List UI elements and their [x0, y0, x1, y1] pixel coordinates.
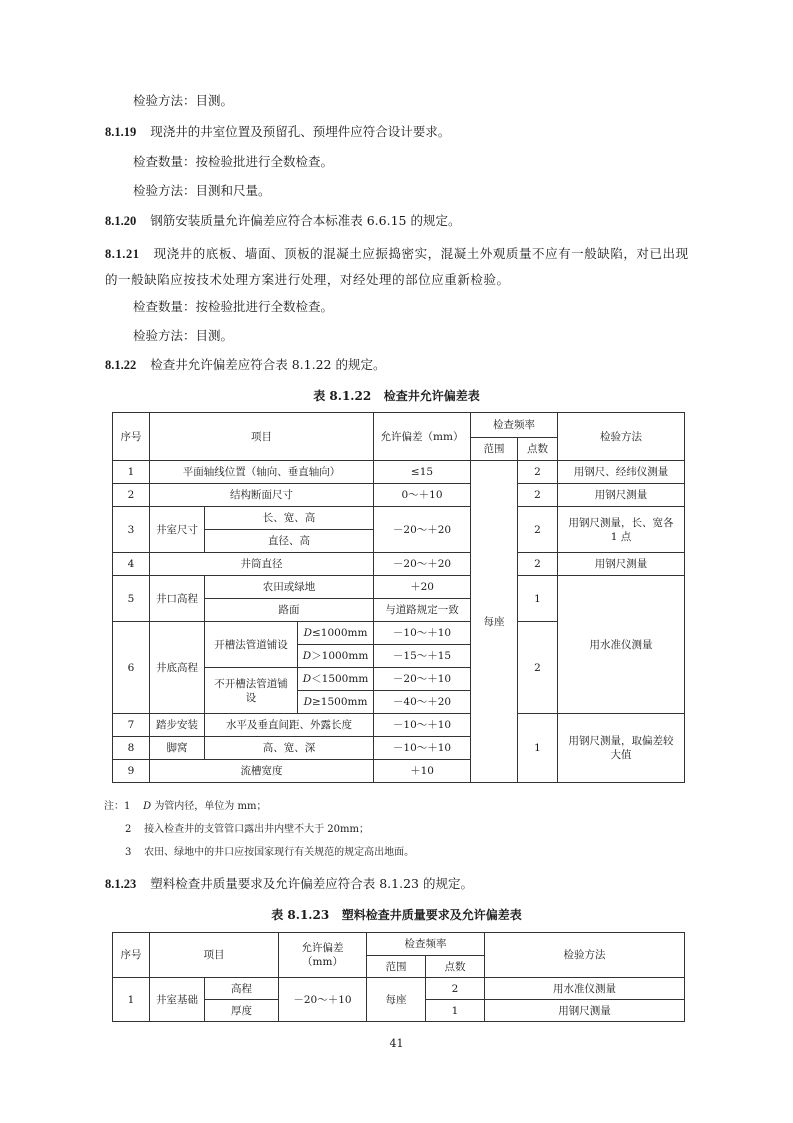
- table-row: [113, 978, 685, 1000]
- header-frequency: 检查频率: [367, 933, 485, 956]
- cell-tolerance: －15～＋15: [374, 645, 471, 668]
- clause-8-1-19: [105, 123, 450, 141]
- cell-points: 2: [426, 978, 485, 1000]
- cell-condition: [298, 622, 374, 645]
- para-inspection-quantity-1: 检查数量：按检验批进行全数检查。: [133, 154, 334, 169]
- header-frequency: 检查频率: [471, 413, 558, 438]
- note-prefix: 2: [125, 824, 132, 835]
- cell-item: 结构断面尺寸: [150, 484, 374, 507]
- cell-subitem: 农田或绿地: [205, 576, 374, 599]
- header-points: 点数: [426, 956, 485, 978]
- cell-points: 1: [518, 576, 558, 622]
- table-row: [113, 553, 685, 576]
- cell-tolerance: 与道路规定一致: [374, 599, 471, 622]
- note-1: [104, 797, 266, 812]
- clause-number: 8.1.23: [105, 877, 137, 891]
- cell-range: 每座: [367, 978, 426, 1022]
- cell-condition: [298, 691, 374, 714]
- cell-subitem: 厚度: [205, 1000, 279, 1022]
- table-caption-8-1-23: [0, 906, 793, 923]
- cell-subitem: 高程: [205, 978, 279, 1000]
- cell-subitem: 直径、高: [205, 530, 374, 553]
- para-inspection-method-3: 检验方法：目测。: [133, 328, 234, 343]
- cell-item: 井室尺寸: [150, 507, 205, 553]
- table-row: [113, 714, 685, 737]
- cell-item: 平面轴线位置（轴向、垂直轴向）: [150, 461, 374, 484]
- table-8-1-23: [112, 932, 685, 1022]
- cell-seq: 1: [113, 978, 150, 1022]
- clause-text: 现浇井的井室位置及预留孔、预埋件应符合设计要求。: [150, 124, 451, 139]
- note-3: [125, 843, 414, 858]
- cell-subitem: 开槽法管道铺设: [205, 622, 298, 668]
- cell-method: 用水准仪测量: [558, 576, 685, 714]
- cell-method: 用钢尺测量，取偏差较大值: [558, 714, 685, 783]
- cell-seq: 5: [113, 576, 150, 622]
- cell-tolerance: 0～＋10: [374, 484, 471, 507]
- cell-points: 1: [518, 714, 558, 783]
- clause-number: 8.1.21: [105, 247, 140, 261]
- note-2: [125, 820, 369, 835]
- var-d: D: [303, 627, 312, 639]
- cell-method: 用钢尺测量: [558, 484, 685, 507]
- clause-number: 8.1.22: [105, 358, 137, 372]
- cell-subitem: 水平及垂直间距、外露长度: [205, 714, 374, 737]
- header-range: 范围: [367, 956, 426, 978]
- para-inspection-method-1: 检验方法：目测。: [133, 93, 234, 108]
- clause-number: 8.1.20: [105, 214, 137, 228]
- cell-range-all: 每座: [471, 461, 518, 783]
- clause-8-1-23: [105, 875, 473, 893]
- var-d: D: [302, 650, 312, 662]
- cell-seq: 3: [113, 507, 150, 553]
- cell-tolerance: －20～＋10: [279, 978, 367, 1022]
- table-row: [113, 461, 685, 484]
- cell-method: 用钢尺测量: [558, 553, 685, 576]
- para-inspection-quantity-2: 检查数量：按检验批进行全数检查。: [133, 299, 334, 314]
- para-inspection-method-2: 检验方法：目测和尺量。: [133, 183, 271, 198]
- cell-tolerance: ≤15: [374, 461, 471, 484]
- cell-condition: [298, 668, 374, 691]
- condition-text: ≥1500mm: [312, 696, 368, 708]
- note-text: 接入检查井的支管管口露出井内壁不大于 20mm；: [144, 824, 369, 835]
- header-tolerance: 允许偏差（mm）: [374, 413, 471, 461]
- table-row: [113, 576, 685, 599]
- caption-number: 表 8.1.23: [271, 908, 330, 922]
- cell-item: 踏步安装: [150, 714, 205, 737]
- caption-title: 检查井允许偏差表: [383, 389, 480, 403]
- cell-tolerance: －40～＋20: [374, 691, 471, 714]
- cell-tolerance: －20～＋10: [374, 668, 471, 691]
- condition-text: ＜1500mm: [311, 673, 369, 685]
- var-d: D: [303, 696, 312, 708]
- table-8-1-22: [112, 412, 685, 783]
- cell-tolerance: －10～＋10: [374, 622, 471, 645]
- note-prefix: 3: [125, 847, 132, 858]
- header-method: 检验方法: [558, 413, 685, 461]
- cell-tolerance: －10～＋10: [374, 737, 471, 760]
- cell-method: 用水准仪测量: [485, 978, 685, 1000]
- cell-points: 1: [426, 1000, 485, 1022]
- cell-method: 用钢尺测量，长、宽各 1 点: [558, 507, 685, 553]
- cell-seq: 9: [113, 760, 150, 783]
- cell-tolerance: －20～＋20: [374, 507, 471, 553]
- header-seq: 序号: [113, 413, 150, 461]
- cell-method: 用钢尺测量: [485, 1000, 685, 1022]
- cell-seq: 8: [113, 737, 150, 760]
- var-d: D: [302, 673, 312, 685]
- header-method: 检验方法: [485, 933, 685, 978]
- condition-text: ≤1000mm: [312, 627, 368, 639]
- clause-8-1-21: [105, 241, 690, 292]
- table-row: [113, 507, 685, 530]
- cell-points: 2: [518, 553, 558, 576]
- cell-tolerance: －20～＋20: [374, 553, 471, 576]
- cell-points: 2: [518, 622, 558, 714]
- clause-text: 塑料检查井质量要求及允许偏差应符合表 8.1.23 的规定。: [150, 876, 473, 891]
- cell-seq: 7: [113, 714, 150, 737]
- header-seq: 序号: [113, 933, 150, 978]
- note-prefix: 注：1: [104, 801, 131, 812]
- cell-item: 井底高程: [150, 622, 205, 714]
- header-tolerance: 允许偏差（mm）: [279, 933, 367, 978]
- cell-item: 脚窝: [150, 737, 205, 760]
- cell-method: 用钢尺、经纬仪测量: [558, 461, 685, 484]
- cell-seq: 6: [113, 622, 150, 714]
- clause-8-1-20: [105, 212, 460, 230]
- cell-points: 2: [518, 484, 558, 507]
- cell-seq: 4: [113, 553, 150, 576]
- cell-seq: 1: [113, 461, 150, 484]
- cell-subitem: 路面: [205, 599, 374, 622]
- cell-item: 井口高程: [150, 576, 205, 622]
- cell-item: 井筒直径: [150, 553, 374, 576]
- caption-title: 塑料检查井质量要求及允许偏差表: [341, 908, 522, 922]
- condition-text: ＞1000mm: [311, 650, 369, 662]
- cell-points: 2: [518, 461, 558, 484]
- cell-item: 流槽宽度: [150, 760, 374, 783]
- cell-item: 井室基础: [150, 978, 205, 1022]
- cell-condition: [298, 645, 374, 668]
- cell-seq: 2: [113, 484, 150, 507]
- cell-tolerance: －10～＋10: [374, 714, 471, 737]
- page-number: 41: [389, 1037, 404, 1050]
- table-caption-8-1-22: [0, 387, 793, 404]
- cell-subitem: 高、宽、深: [205, 737, 374, 760]
- header-item: 项目: [150, 933, 279, 978]
- cell-subitem: 长、宽、高: [205, 507, 374, 530]
- header-range: 范围: [471, 438, 518, 461]
- header-item: 项目: [150, 413, 374, 461]
- var-d: D: [143, 801, 152, 812]
- table-row: [113, 484, 685, 507]
- header-points: 点数: [518, 438, 558, 461]
- clause-number: 8.1.19: [105, 125, 137, 139]
- cell-tolerance: ＋20: [374, 576, 471, 599]
- caption-number: 表 8.1.22: [313, 389, 372, 403]
- cell-points: 2: [518, 507, 558, 553]
- clause-text: 现浇井的底板、墙面、顶板的混凝土应振捣密实，混凝土外观质量不应有一般缺陷，对已出现的一般缺陷应按技术处理方案进行处理，对经处理的部位应重新检验。: [105, 246, 689, 287]
- cell-tolerance: ＋10: [374, 760, 471, 783]
- clause-8-1-22: [105, 356, 385, 374]
- clause-text: 检查井允许偏差应符合表 8.1.22 的规定。: [150, 357, 386, 372]
- note-text: 为管内径，单位为 mm；: [154, 801, 267, 812]
- note-text: 农田、绿地中的井口应按国家现行有关规范的规定高出地面。: [144, 847, 415, 858]
- cell-subitem: 不开槽法管道铺设: [205, 668, 298, 714]
- clause-text: 钢筋安装质量允许偏差应符合本标准表 6.6.15 的规定。: [150, 213, 461, 228]
